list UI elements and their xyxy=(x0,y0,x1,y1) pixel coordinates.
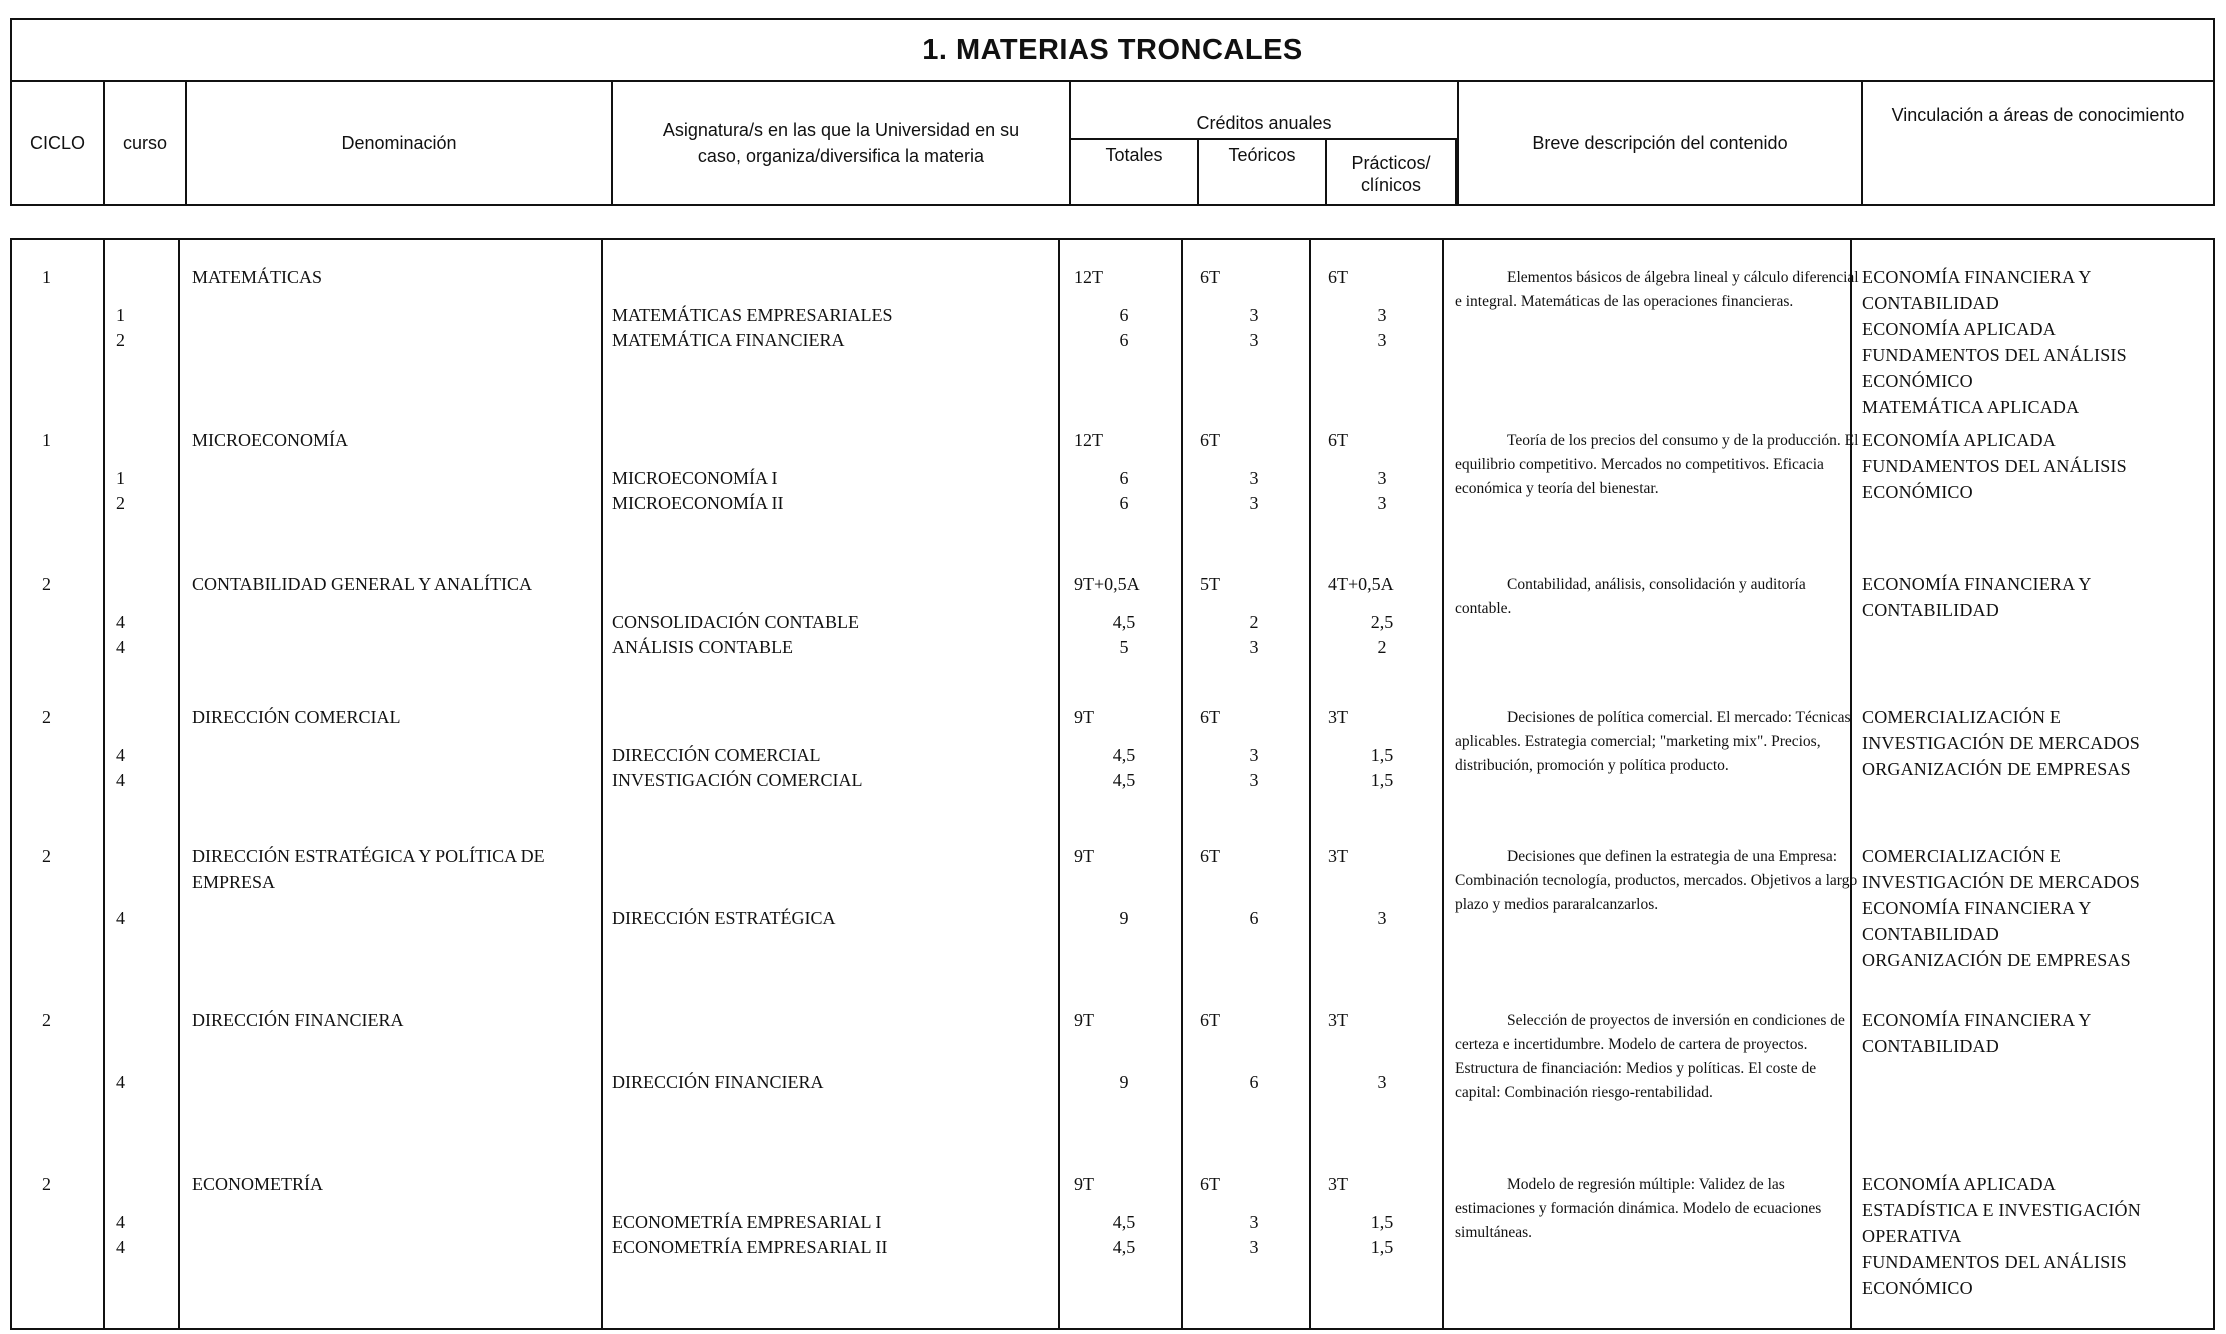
asignatura-teoricos: 6 xyxy=(1249,908,1259,928)
curso-value: 4 xyxy=(116,770,125,790)
header-practicos-line2: clínicos xyxy=(1360,175,1422,195)
curso-value: 4 xyxy=(116,1072,125,1092)
materia-descripcion: Decisiones de política comercial. El mercado: Técnicas aplicables. Estrategia comercial; "marketing mix". Precios, distribución, promoción y política producto. xyxy=(1455,709,1851,774)
asignatura-name: DIRECCIÓN ESTRATÉGICA xyxy=(612,908,836,928)
asignatura-practicos: 2 xyxy=(1377,637,1387,657)
materia-areas: ECONOMÍA APLICADA ESTADÍSTICA E INVESTIGACIÓN OPERATIVA FUNDAMENTOS DEL ANÁLISIS ECONÓMICO xyxy=(1862,1174,2141,1298)
creditos-practicos: 6T xyxy=(1328,267,1348,287)
ciclo-value: 2 xyxy=(42,574,51,594)
asignatura-teoricos: 3 xyxy=(1249,745,1259,765)
header-practicos-line1: Prácticos/ xyxy=(1351,153,1431,173)
asignatura-teoricos: 3 xyxy=(1249,637,1259,657)
ciclo-value: 2 xyxy=(42,1010,51,1030)
materia-descripcion: Teoría de los precios del consumo y de la producción. El equilibrio competitivo. Mercados no competitivos. Eficacia económica y teoría del bienestar. xyxy=(1455,432,1859,497)
asignatura-practicos: 3 xyxy=(1377,493,1387,513)
column-divider xyxy=(103,240,105,1328)
asignatura-totales: 6 xyxy=(1119,468,1129,488)
asignatura-totales: 6 xyxy=(1119,305,1129,325)
column-divider xyxy=(1058,240,1060,1328)
asignatura-totales: 6 xyxy=(1119,493,1129,513)
asignatura-practicos: 3 xyxy=(1377,330,1387,350)
materia-areas: ECONOMÍA APLICADA FUNDAMENTOS DEL ANÁLISIS ECONÓMICO xyxy=(1862,430,2127,502)
curso-value: 4 xyxy=(116,637,125,657)
asignatura-name: CONSOLIDACIÓN CONTABLE xyxy=(612,612,860,632)
header-ciclo: CICLO xyxy=(12,82,105,204)
materia-areas: ECONOMÍA FINANCIERA Y CONTABILIDAD xyxy=(1862,574,2092,620)
asignatura-teoricos: 3 xyxy=(1249,493,1259,513)
column-divider xyxy=(1442,240,1444,1328)
asignatura-practicos: 1,5 xyxy=(1370,1212,1394,1232)
asignatura-totales: 9 xyxy=(1119,908,1129,928)
curso-value: 2 xyxy=(116,330,125,350)
creditos-teoricos: 5T xyxy=(1200,574,1220,594)
asignatura-totales: 4,5 xyxy=(1112,1212,1136,1232)
asignatura-name: DIRECCIÓN COMERCIAL xyxy=(612,745,821,765)
asignatura-teoricos: 3 xyxy=(1249,305,1259,325)
asignatura-teoricos: 3 xyxy=(1249,770,1259,790)
materia-areas: ECONOMÍA FINANCIERA Y CONTABILIDAD xyxy=(1862,1010,2092,1056)
column-divider xyxy=(178,240,180,1328)
asignatura-teoricos: 6 xyxy=(1249,1072,1259,1092)
creditos-totales: 9T+0,5A xyxy=(1074,574,1140,594)
materia-descripcion: Decisiones que definen la estrategia de una Empresa: Combinación tecnología, productos, mercados. Objetivos a largo plazo y medios pararalcanzarlos. xyxy=(1455,848,1858,913)
asignatura-name: ECONOMETRÍA EMPRESARIAL I xyxy=(612,1212,882,1232)
header-curso: curso xyxy=(105,82,187,204)
asignatura-teoricos: 3 xyxy=(1249,1212,1259,1232)
creditos-teoricos: 6T xyxy=(1200,430,1220,450)
column-divider xyxy=(1181,240,1183,1328)
materia-descripcion: Elementos básicos de álgebra lineal y cálculo diferencial e integral. Matemáticas de las operaciones financieras. xyxy=(1455,269,1859,310)
materia-areas: COMERCIALIZACIÓN E INVESTIGACIÓN DE MERCADOS ECONOMÍA FINANCIERA Y CONTABILIDAD ORGANIZACIÓN DE EMPRESAS xyxy=(1862,846,2140,970)
creditos-totales: 9T xyxy=(1074,707,1094,727)
column-headers xyxy=(12,82,2213,204)
materia-name: DIRECCIÓN ESTRATÉGICA Y POLÍTICA DE EMPRESA xyxy=(192,846,545,892)
creditos-totales: 12T xyxy=(1074,267,1103,287)
curso-value: 2 xyxy=(116,493,125,513)
creditos-practicos: 3T xyxy=(1328,707,1348,727)
asignatura-name: MICROECONOMÍA II xyxy=(612,493,784,513)
asignatura-totales: 4,5 xyxy=(1112,770,1136,790)
asignatura-totales: 6 xyxy=(1119,330,1129,350)
header-teoricos: Teóricos xyxy=(1199,140,1327,204)
creditos-practicos: 3T xyxy=(1328,1010,1348,1030)
materia-descripcion: Selección de proyectos de inversión en condiciones de certeza e incertidumbre. Modelo de cartera de proyectos. Estructura de financiación: Medios y políticas. El coste de capital: Combinación riesgo-rentabilidad. xyxy=(1455,1012,1845,1101)
creditos-teoricos: 6T xyxy=(1200,846,1220,866)
materia-name: MATEMÁTICAS xyxy=(192,267,323,287)
asignatura-practicos: 3 xyxy=(1377,908,1387,928)
asignatura-practicos: 3 xyxy=(1377,1072,1387,1092)
materia-name: MICROECONOMÍA xyxy=(192,430,349,450)
asignatura-teoricos: 2 xyxy=(1249,612,1259,632)
asignatura-practicos: 2,5 xyxy=(1370,612,1394,632)
materias-table xyxy=(10,238,2215,1330)
creditos-totales: 12T xyxy=(1074,430,1103,450)
asignatura-teoricos: 3 xyxy=(1249,1237,1259,1257)
asignatura-practicos: 3 xyxy=(1377,468,1387,488)
asignatura-practicos: 1,5 xyxy=(1370,770,1394,790)
header-descripcion: Breve descripción del contenido xyxy=(1459,82,1863,204)
asignatura-teoricos: 3 xyxy=(1249,330,1259,350)
ciclo-value: 1 xyxy=(42,430,51,450)
creditos-teoricos: 6T xyxy=(1200,1010,1220,1030)
creditos-teoricos: 6T xyxy=(1200,267,1220,287)
asignatura-name: MICROECONOMÍA I xyxy=(612,468,778,488)
header-vinculacion: Vinculación a áreas de conocimiento xyxy=(1891,105,2185,125)
asignatura-name: ECONOMETRÍA EMPRESARIAL II xyxy=(612,1237,888,1257)
page-title: 1. MATERIAS TRONCALES xyxy=(12,20,2213,82)
materia-name: DIRECCIÓN COMERCIAL xyxy=(192,707,401,727)
ciclo-value: 2 xyxy=(42,1174,51,1194)
header-denominacion: Denominación xyxy=(187,82,613,204)
materia-name: DIRECCIÓN FINANCIERA xyxy=(192,1010,404,1030)
creditos-practicos: 6T xyxy=(1328,430,1348,450)
asignatura-teoricos: 3 xyxy=(1249,468,1259,488)
creditos-practicos: 4T+0,5A xyxy=(1328,574,1394,594)
column-divider xyxy=(1309,240,1311,1328)
asignatura-practicos: 3 xyxy=(1377,305,1387,325)
asignatura-name: MATEMÁTICAS EMPRESARIALES xyxy=(612,305,893,325)
ciclo-value: 1 xyxy=(42,267,51,287)
asignatura-name: INVESTIGACIÓN COMERCIAL xyxy=(612,770,863,790)
header-creditos: Créditos anuales xyxy=(1071,82,1457,140)
creditos-practicos: 3T xyxy=(1328,1174,1348,1194)
curso-value: 4 xyxy=(116,1237,125,1257)
curso-value: 4 xyxy=(116,745,125,765)
curso-value: 1 xyxy=(116,305,125,325)
asignatura-totales: 4,5 xyxy=(1112,612,1136,632)
materia-name: ECONOMETRÍA xyxy=(192,1174,323,1194)
header-asignaturas xyxy=(613,82,1071,204)
materia-areas: ECONOMÍA FINANCIERA Y CONTABILIDAD ECONOMÍA APLICADA FUNDAMENTOS DEL ANÁLISIS ECONÓMICO MATEMÁTICA APLICADA xyxy=(1862,267,2127,417)
ciclo-value: 2 xyxy=(42,707,51,727)
materia-name: CONTABILIDAD GENERAL Y ANALÍTICA xyxy=(192,574,533,594)
asignatura-totales: 5 xyxy=(1119,637,1129,657)
header-practicos xyxy=(1327,140,1457,204)
asignatura-totales: 9 xyxy=(1119,1072,1129,1092)
asignatura-name: MATEMÁTICA FINANCIERA xyxy=(612,330,845,350)
creditos-totales: 9T xyxy=(1074,846,1094,866)
curso-value: 1 xyxy=(116,468,125,488)
header-asignaturas-line2: caso, organiza/diversifica la materia xyxy=(697,146,985,166)
column-divider xyxy=(601,240,603,1328)
curso-value: 4 xyxy=(116,908,125,928)
ciclo-value: 2 xyxy=(42,846,51,866)
asignatura-name: DIRECCIÓN FINANCIERA xyxy=(612,1072,824,1092)
asignatura-practicos: 1,5 xyxy=(1370,745,1394,765)
materia-descripcion: Contabilidad, análisis, consolidación y auditoría contable. xyxy=(1455,576,1806,617)
header-table xyxy=(10,18,2215,206)
asignatura-name: ANÁLISIS CONTABLE xyxy=(612,637,794,657)
creditos-teoricos: 6T xyxy=(1200,707,1220,727)
materia-descripcion: Modelo de regresión múltiple: Validez de las estimaciones y formación dinámica. Modelo de ecuaciones simultáneas. xyxy=(1455,1176,1822,1241)
creditos-totales: 9T xyxy=(1074,1174,1094,1194)
asignatura-totales: 4,5 xyxy=(1112,1237,1136,1257)
header-totales: Totales xyxy=(1071,140,1199,204)
header-asignaturas-line1: Asignatura/s en las que la Universidad en su xyxy=(662,120,1020,140)
materia-areas: COMERCIALIZACIÓN E INVESTIGACIÓN DE MERCADOS ORGANIZACIÓN DE EMPRESAS xyxy=(1862,707,2140,779)
creditos-teoricos: 6T xyxy=(1200,1174,1220,1194)
column-divider xyxy=(1850,240,1852,1328)
asignatura-practicos: 1,5 xyxy=(1370,1237,1394,1257)
curso-value: 4 xyxy=(116,1212,125,1232)
curso-value: 4 xyxy=(116,612,125,632)
creditos-totales: 9T xyxy=(1074,1010,1094,1030)
creditos-practicos: 3T xyxy=(1328,846,1348,866)
asignatura-totales: 4,5 xyxy=(1112,745,1136,765)
